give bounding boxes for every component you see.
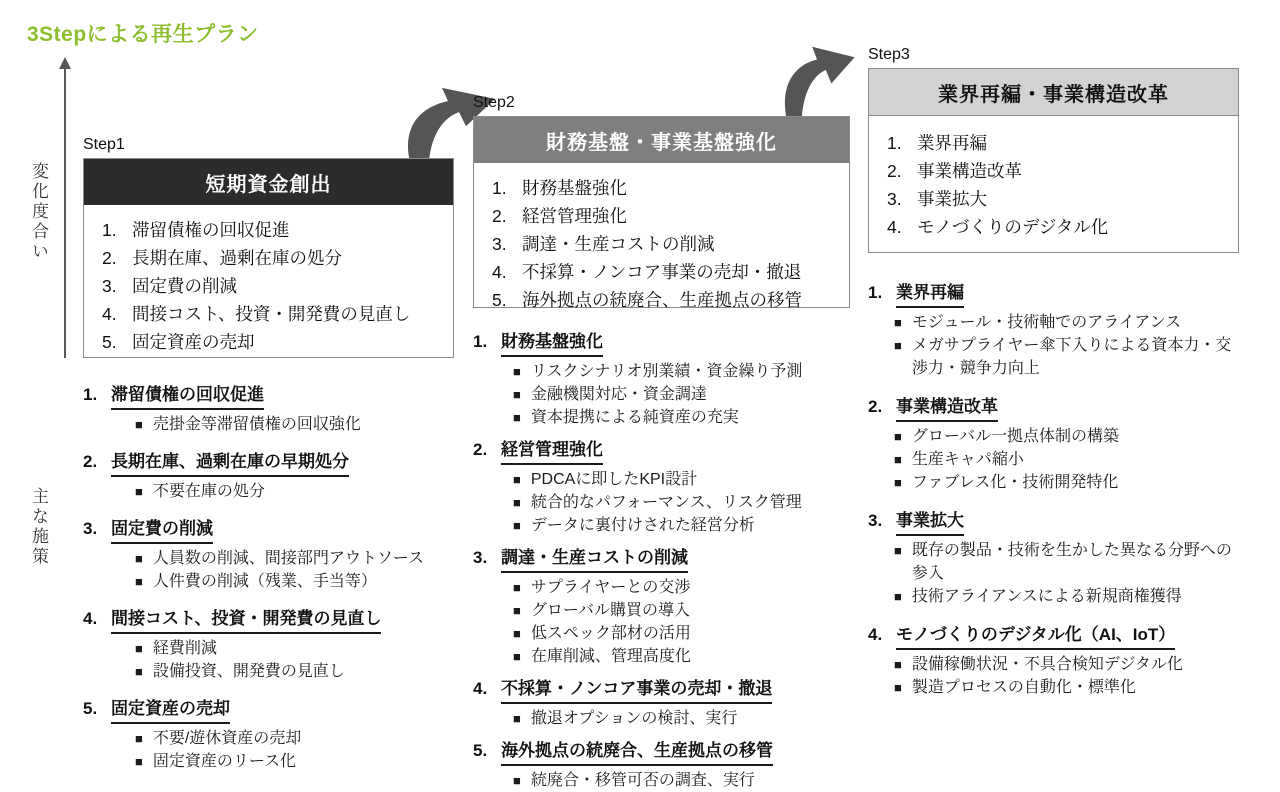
detail-heading-row: [83, 697, 454, 724]
step1-label: Step1: [83, 136, 125, 153]
square-bullet-icon: ■: [513, 580, 521, 595]
summary-item: [102, 328, 447, 356]
bullet-text: 不要在庫の処分: [152, 483, 265, 500]
square-bullet-icon: ■: [135, 664, 143, 679]
detail-bullet: [135, 413, 454, 436]
item-text: 事業拡大: [917, 189, 987, 209]
detail-bullet-list: [83, 413, 454, 436]
detail-heading: 財務基盤強化: [501, 330, 603, 357]
detail-bullet-list: [473, 576, 850, 668]
detail-bullet: [513, 576, 850, 599]
detail-heading-row: [868, 509, 1239, 536]
detail-number: 3.: [868, 511, 883, 530]
detail-section: [473, 546, 850, 668]
step3-summary-list: [869, 116, 1238, 241]
change-axis-line: [64, 68, 66, 358]
detail-bullet: [894, 585, 1239, 608]
bullet-text: データに裏付けされた経営分析: [530, 517, 755, 534]
step3-details: [868, 281, 1239, 699]
square-bullet-icon: ■: [513, 387, 521, 402]
summary-item: [102, 272, 447, 300]
square-bullet-icon: ■: [513, 410, 521, 425]
bullet-text: リスクシナリオ別業績・資金繰り予測: [530, 363, 803, 380]
step2-box: [473, 116, 850, 308]
item-text: 調達・生産コストの削減: [522, 234, 715, 254]
summary-item: [887, 129, 1232, 157]
detail-bullet: [135, 570, 454, 593]
bullet-text: グローバル購買の導入: [530, 602, 691, 619]
detail-number: 3.: [473, 548, 488, 567]
detail-bullet: [513, 360, 850, 383]
item-text: 固定費の削減: [132, 276, 237, 296]
detail-bullet: [894, 471, 1239, 494]
item-text: 海外拠点の統廃合、生産拠点の移管: [522, 290, 802, 310]
detail-number: 5.: [473, 741, 488, 760]
detail-bullet: [513, 406, 850, 429]
detail-section: [83, 697, 454, 773]
detail-heading-row: [868, 395, 1239, 422]
detail-bullet: [513, 514, 850, 537]
bullet-text: 既存の製品・技術を生かした異なる分野への参入: [911, 542, 1232, 582]
detail-bullet: [894, 676, 1239, 699]
detail-number: 1.: [868, 283, 883, 302]
detail-number: 4.: [83, 609, 98, 628]
item-number: 4.: [492, 262, 507, 282]
detail-bullet: [135, 480, 454, 503]
detail-heading-row: [473, 438, 850, 465]
bullet-text: 設備稼働状況・不具合検知デジタル化: [911, 656, 1183, 673]
item-number: 4.: [887, 217, 902, 237]
detail-section: [473, 739, 850, 792]
detail-bullet: [894, 311, 1239, 334]
bullet-text: サプライヤーとの交渉: [530, 579, 691, 596]
step1-header: 短期資金創出: [84, 159, 453, 205]
detail-heading-row: [473, 546, 850, 573]
step2-header: 財務基盤・事業基盤強化: [474, 117, 849, 163]
detail-bullet: [135, 637, 454, 660]
square-bullet-icon: ■: [894, 452, 902, 467]
detail-heading: 事業構造改革: [896, 395, 998, 422]
detail-bullet: [894, 448, 1239, 471]
detail-section: [473, 330, 850, 429]
square-bullet-icon: ■: [513, 626, 521, 641]
detail-bullet-list: [473, 468, 850, 537]
summary-item: [887, 213, 1232, 241]
square-bullet-icon: ■: [135, 641, 143, 656]
detail-heading: 長期在庫、過剰在庫の早期処分: [111, 450, 349, 477]
detail-heading: 不採算・ノンコア事業の売却・撤退: [501, 677, 772, 704]
bullet-text: 経費削減: [152, 640, 217, 657]
detail-bullet: [135, 750, 454, 773]
detail-heading: 経営管理強化: [501, 438, 603, 465]
detail-bullet-list: [83, 727, 454, 773]
bullet-text: 売掛金等滞留債権の回収強化: [152, 416, 361, 433]
item-text: 事業構造改革: [917, 161, 1022, 181]
square-bullet-icon: ■: [135, 551, 143, 566]
detail-number: 4.: [868, 625, 883, 644]
item-number: 5.: [492, 290, 507, 310]
bullet-text: 製造プロセスの自動化・標準化: [911, 679, 1136, 696]
bullet-text: 統合的なパフォーマンス、リスク管理: [530, 494, 802, 511]
square-bullet-icon: ■: [513, 711, 521, 726]
square-bullet-icon: ■: [894, 475, 902, 490]
detail-bullet: [894, 334, 1239, 380]
bullet-text: 在庫削減、管理高度化: [530, 648, 691, 665]
detail-bullet: [135, 727, 454, 750]
bullet-text: 低スペック部材の活用: [530, 625, 691, 642]
bullet-text: 技術アライアンスによる新規商権獲得: [911, 588, 1182, 605]
item-number: 1.: [102, 220, 117, 240]
item-text: 業界再編: [917, 133, 987, 153]
detail-heading: 業界再編: [896, 281, 964, 308]
detail-heading: 間接コスト、投資・開発費の見直し: [111, 607, 381, 634]
detail-bullet: [513, 599, 850, 622]
detail-heading: 固定資産の売却: [111, 697, 230, 724]
detail-bullet: [894, 653, 1239, 676]
item-number: 1.: [887, 133, 902, 153]
item-number: 2.: [887, 161, 902, 181]
step1-column: [83, 136, 454, 787]
square-bullet-icon: ■: [135, 754, 143, 769]
detail-bullet-list: [83, 547, 454, 593]
detail-bullet-list: [868, 539, 1239, 608]
detail-heading: 固定費の削減: [111, 517, 213, 544]
square-bullet-icon: ■: [135, 731, 143, 746]
summary-item: [492, 202, 843, 230]
square-bullet-icon: ■: [894, 680, 902, 695]
detail-bullet: [513, 645, 850, 668]
detail-bullet-list: [868, 425, 1239, 494]
detail-number: 3.: [83, 519, 98, 538]
square-bullet-icon: ■: [894, 589, 902, 604]
item-text: 不採算・ノンコア事業の売却・撤退: [522, 262, 802, 282]
detail-number: 1.: [473, 332, 488, 351]
detail-heading-row: [868, 281, 1239, 308]
summary-item: [102, 244, 447, 272]
step3-header: 業界再編・事業構造改革: [869, 69, 1238, 116]
detail-bullet: [894, 539, 1239, 585]
step3-label: Step3: [868, 46, 910, 63]
bullet-text: 撤退オプションの検討、実行: [530, 710, 738, 727]
detail-bullet-list: [83, 480, 454, 503]
detail-number: 2.: [868, 397, 883, 416]
step3-box: [868, 68, 1239, 253]
item-text: 滞留債権の回収促進: [132, 220, 290, 240]
detail-section: [83, 607, 454, 683]
step2-details: [473, 330, 850, 792]
summary-item: [492, 230, 843, 258]
bullet-text: 不要/遊休資産の売却: [152, 730, 302, 747]
square-bullet-icon: ■: [894, 338, 902, 353]
bullet-text: メガサプライヤー傘下入りによる資本力・交渉力・競争力向上: [911, 337, 1232, 377]
detail-bullet-list: [473, 360, 850, 429]
summary-item: [102, 216, 447, 244]
detail-bullet: [513, 383, 850, 406]
detail-number: 5.: [83, 699, 98, 718]
square-bullet-icon: ■: [894, 315, 902, 330]
item-text: 固定資産の売却: [132, 332, 255, 352]
detail-bullet: [513, 468, 850, 491]
bullet-text: PDCAに即したKPI設計: [530, 471, 698, 488]
detail-section: [473, 438, 850, 537]
detail-heading: 滞留債権の回収促進: [111, 383, 264, 410]
detail-section: [868, 281, 1239, 380]
detail-heading: モノづくりのデジタル化（AI、IoT）: [896, 623, 1175, 650]
detail-section: [83, 517, 454, 593]
item-number: 3.: [887, 189, 902, 209]
bullet-text: 人件費の削減（残業、手当等）: [152, 573, 377, 590]
step1-box: [83, 158, 454, 358]
item-text: 財務基盤強化: [522, 178, 627, 198]
detail-heading-row: [83, 607, 454, 634]
detail-heading-row: [473, 677, 850, 704]
step3-column: [868, 46, 1239, 714]
item-number: 3.: [102, 276, 117, 296]
detail-section: [868, 395, 1239, 494]
axis-label-main-measures: 主な施策: [29, 487, 48, 567]
detail-number: 4.: [473, 679, 488, 698]
step2-label: Step2: [473, 94, 515, 111]
step2-summary-list: [474, 163, 849, 314]
detail-heading-row: [83, 383, 454, 410]
square-bullet-icon: ■: [513, 472, 521, 487]
bullet-text: 生産キャパ縮小: [911, 451, 1024, 468]
summary-item: [887, 157, 1232, 185]
summary-item: [492, 286, 843, 314]
bullet-text: 資本提携による純資産の充実: [530, 409, 739, 426]
step2-column: [473, 94, 850, 792]
square-bullet-icon: ■: [894, 657, 902, 672]
item-number: 2.: [492, 206, 507, 226]
square-bullet-icon: ■: [135, 574, 143, 589]
detail-bullet: [513, 707, 850, 730]
square-bullet-icon: ■: [513, 603, 521, 618]
bullet-text: ファブレス化・技術開発特化: [911, 474, 1119, 491]
detail-number: 2.: [83, 452, 98, 471]
bullet-text: 人員数の削減、間接部門アウトソース: [152, 550, 425, 567]
item-number: 2.: [102, 248, 117, 268]
square-bullet-icon: ■: [513, 364, 521, 379]
detail-bullet: [513, 769, 850, 792]
detail-section: [83, 383, 454, 436]
detail-heading-row: [473, 330, 850, 357]
detail-section: [868, 509, 1239, 608]
item-text: モノづくりのデジタル化: [917, 217, 1109, 237]
square-bullet-icon: ■: [135, 484, 143, 499]
item-text: 長期在庫、過剰在庫の処分: [132, 248, 342, 268]
detail-bullet-list: [473, 707, 850, 730]
item-text: 経営管理強化: [522, 206, 627, 226]
bullet-text: グローバル一拠点体制の構築: [911, 428, 1120, 445]
bullet-text: 金融機関対応・資金調達: [530, 386, 707, 403]
detail-bullet: [135, 547, 454, 570]
page-title: 3Stepによる再生プラン: [27, 23, 259, 46]
square-bullet-icon: ■: [513, 495, 521, 510]
summary-item: [492, 258, 843, 286]
square-bullet-icon: ■: [894, 543, 902, 558]
item-number: 1.: [492, 178, 507, 198]
summary-item: [492, 174, 843, 202]
detail-number: 2.: [473, 440, 488, 459]
item-number: 5.: [102, 332, 117, 352]
square-bullet-icon: ■: [135, 417, 143, 432]
square-bullet-icon: ■: [894, 429, 902, 444]
detail-number: 1.: [83, 385, 98, 404]
step1-summary-list: [84, 205, 453, 356]
detail-section: [473, 677, 850, 730]
detail-heading: 事業拡大: [896, 509, 964, 536]
bullet-text: モジュール・技術軸でのアライアンス: [911, 314, 1182, 331]
detail-heading-row: [868, 623, 1239, 650]
summary-item: [102, 300, 447, 328]
detail-heading-row: [473, 739, 850, 766]
detail-heading-row: [83, 517, 454, 544]
summary-item: [887, 185, 1232, 213]
bullet-text: 設備投資、開発費の見直し: [152, 663, 345, 680]
detail-section: [868, 623, 1239, 699]
bullet-text: 固定資産のリース化: [152, 753, 297, 770]
axis-label-change: 変化度合い: [29, 162, 48, 262]
detail-section: [83, 450, 454, 503]
bullet-text: 統廃合・移管可否の調査、実行: [530, 772, 755, 789]
item-text: 間接コスト、投資・開発費の見直し: [132, 304, 411, 324]
square-bullet-icon: ■: [513, 649, 521, 664]
detail-bullet-list: [83, 637, 454, 683]
square-bullet-icon: ■: [513, 773, 521, 788]
detail-heading: 調達・生産コストの削減: [501, 546, 688, 573]
detail-heading: 海外拠点の統廃合、生産拠点の移管: [501, 739, 773, 766]
square-bullet-icon: ■: [513, 518, 521, 533]
detail-bullet-list: [868, 653, 1239, 699]
step1-details: [83, 383, 454, 773]
detail-heading-row: [83, 450, 454, 477]
detail-bullet: [513, 491, 850, 514]
detail-bullet: [135, 660, 454, 683]
item-number: 3.: [492, 234, 507, 254]
detail-bullet-list: [473, 769, 850, 792]
detail-bullet: [894, 425, 1239, 448]
detail-bullet: [513, 622, 850, 645]
item-number: 4.: [102, 304, 117, 324]
detail-bullet-list: [868, 311, 1239, 380]
